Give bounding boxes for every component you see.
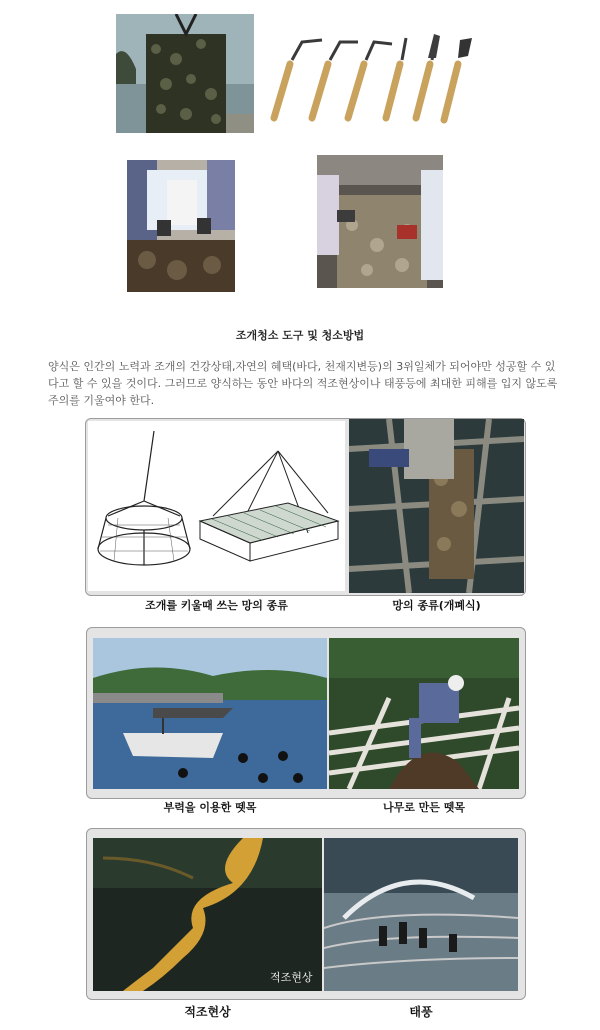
typhoon-photo — [324, 838, 518, 991]
tools-caption: 조개청소 도구 및 청소방법 — [235, 329, 365, 342]
person-cleaning-photo — [127, 160, 235, 292]
sorting-table-photo — [317, 155, 443, 288]
cleaning-tools-photo — [262, 30, 474, 130]
nets-right-caption: 망의 종류(개폐식) — [392, 599, 481, 612]
net-types-photo — [88, 421, 345, 591]
nets-left-caption: 조개를 키울때 쓰는 망의 종류 — [145, 599, 288, 612]
hazards-right-caption: 태풍 — [409, 1005, 433, 1019]
wooden-raft-photo — [329, 638, 519, 789]
oyster-cage-photo — [116, 14, 254, 133]
red-tide-stamp: 적조현상 — [270, 971, 313, 984]
rafts-left-caption: 부력을 이용한 뗏목 — [163, 801, 257, 814]
buoy-raft-photo — [93, 638, 327, 789]
description-paragraph: 양식은 인간의 노력과 조개의 건강상태,자연의 혜택(바다, 천재지변등)의 3위일체가 되어야만 성공할 수 있다고 할 수 있을 것이다. 그러므로 양식하는 동안 바다의 적조현상이나 태풍등에 최대한 피해를 입지 않도록 주의를 기울여야 한다. — [48, 360, 558, 407]
hazards-left-caption: 적조현상 — [184, 1005, 231, 1019]
open-close-net-photo — [349, 419, 524, 593]
rafts-right-caption: 나무로 만든 뗏목 — [382, 801, 466, 814]
